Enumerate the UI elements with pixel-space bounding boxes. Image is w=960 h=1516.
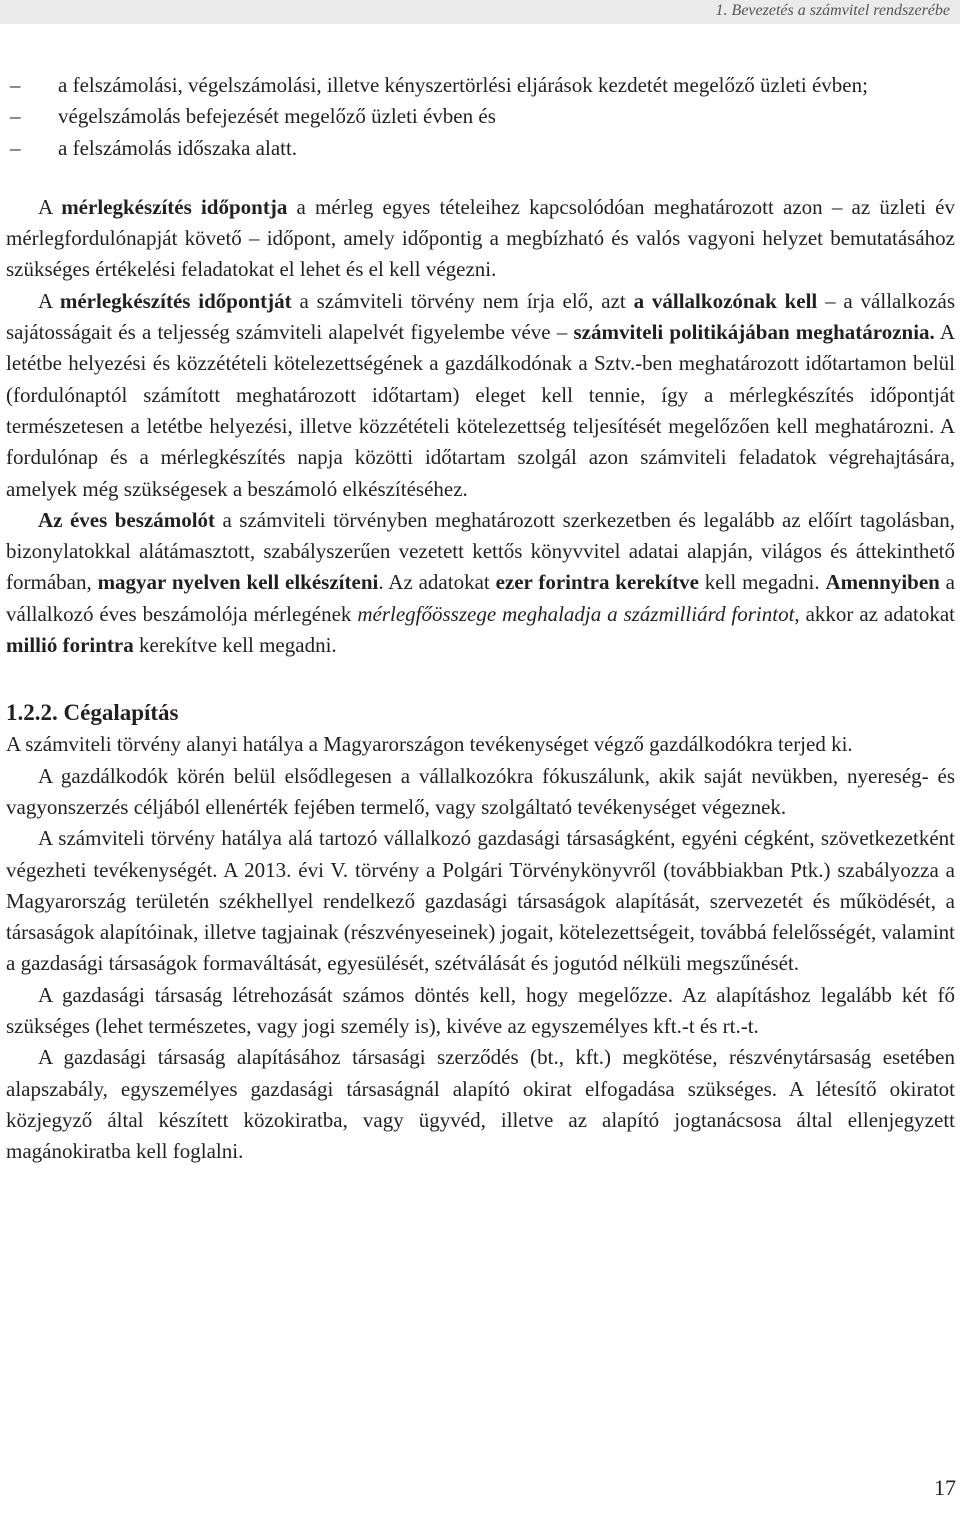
running-header bbox=[0, 0, 960, 24]
paragraph: A számviteli törvény hatálya alá tartozó vállalkozó gazdasági társaságként, egyéni cégként, szövetkezetként végezheti tevékenységét. A 2013. évi V. törvény a Polgári Törvénykönyvről (továbbiakban Ptk.) szabályozza a Magyarország területén székhellyel rendelkező gazdasági társaságok alapítását, szervezetét és működését, a társaságok alapítóinak, illetve tagjainak (részvényeseinek) jogait, kötelezettségeit, továbbá felelősségét, valamint a gazdasági társaságok formaváltását, egyesülését, szétválását és jogutód nélküli megszűnését. bbox=[6, 826, 955, 976]
list-item: – a felszámolás időszaka alatt. bbox=[58, 133, 955, 164]
paragraph-mergeg-keszites-idopontja: A mérlegkészítés időpontja a mérleg egyes tételeihez kapcsolódóan meghatározott azon – az üzleti év mérlegfordulónapját követő – időpont, amely időpontig a megbízható és valós vagyoni helyzet bemutatásához szükséges értékelési feladatokat el lehet és el kell végezni. bbox=[6, 194, 955, 282]
list-item: – a felszámolási, végelszámolási, illetve kényszertörlési eljárások kezdetét megelőző üzleti évben; bbox=[58, 70, 955, 101]
bold-term: magyar nyelven kell elkészíteni bbox=[97, 570, 379, 595]
paragraph: A gazdasági társaság alapításához társasági szerződés (bt., kft.) megkötése, részvénytársaság esetében alapszabály, egyszemélyes gazdasági társaságnál alapító okirat elfogadása szükséges. A létesítő okiratot közjegyző által készített közokiratba, vagy ügyvéd, illetve az alapító jogtanácsosa által ellenjegyzett magánokiratba kell foglalni. bbox=[6, 1045, 955, 1164]
bold-term: Amennyiben bbox=[825, 570, 940, 595]
bold-term: a vállalkozónak kell bbox=[633, 288, 818, 313]
paragraph-mergeg-keszites-szabaly: A mérlegkészítés időpontját a számviteli törvény nem írja elő, azt a vállalkozónak kell – a vállalkozás sajátosságait és a teljesség számviteli alapelvét figyelembe véve – számviteli politikájában meghatároznia. A letétbe helyezési és közzétételi kötelezettségének a gazdálkodónak a Sztv.-ben meghatározott időtartamon belül (fordulónaptól számított meghatározott időtartam) eleget kell tennie, így a mérlegkészítés időpontját természetesen a letétbe helyezési, illetve közzétételi kötelezettség teljesítését megelőzően kell meghatározni. A fordulónap és a mérlegkészítés napja közötti időtartam szolgál azon számviteli feladatok végrehajtására, amelyek még szükségesek a beszámoló elkészítéséhez. bbox=[6, 288, 956, 501]
bold-term: Az éves beszámolót bbox=[38, 507, 216, 532]
bold-term: mérlegkészítés időpontját bbox=[59, 288, 292, 313]
paragraph: A gazdasági társaság létrehozását számos döntés kell, hogy megelőzze. Az alapításhoz legalább két fő szükséges (lehet természetes, vagy jogi személy is), kivéve az egyszemélyes kft.-t és rt.-t. bbox=[6, 982, 955, 1039]
page-number: 17 bbox=[934, 1475, 956, 1500]
bold-term: ezer forintra kerekítve bbox=[495, 570, 699, 595]
paragraph: A gazdálkodók körén belül elsődlegesen a vállalkozókra fókuszálunk, akik saját nevükben, nyereség- és vagyonszerzés céljából ellenérték fejében termelő, vagy szolgáltató tevékenységet végeznek. bbox=[6, 763, 955, 819]
bold-term: mérlegkészítés időpontja bbox=[61, 194, 288, 219]
bold-term: millió forintra bbox=[6, 633, 134, 658]
page-body bbox=[6, 70, 955, 1168]
italic-term: mérlegfőösszege meghaladja a százmilliárd forintot bbox=[357, 601, 795, 626]
bold-term: számviteli politikájában meghatároznia. bbox=[573, 320, 935, 345]
paragraph-eves-beszamolo: Az éves beszámolót a számviteli törvényben meghatározott szerkezetben és legalább az előírt tagolásban, bizonylatokkal alátámasztott, szabályszerűen vezetett kettős könyvvitel adatai alapján, világos és áttekinthető formában, magyar nyelven kell elkészíteni. Az adatokat ezer forintra kerekítve kell megadni. Amennyiben a vállalkozó éves beszámolója mérlegének mérlegfőösszege meghaladja a százmilliárd forintot, akkor az adatokat millió forintra kerekítve kell megadni. bbox=[6, 507, 956, 658]
chapter-title: 1. Bevezetés a számvitel rendszerébe bbox=[715, 2, 950, 19]
list-item: – végelszámolás befejezését megelőző üzleti évben és bbox=[58, 101, 955, 132]
paragraph: A számviteli törvény alanyi hatálya a Magyarországon tevékenységet végző gazdálkodókra terjed ki. bbox=[6, 732, 853, 757]
dash-list bbox=[6, 70, 955, 164]
section-heading: 1.2.2. Cégalapítás bbox=[6, 700, 179, 726]
